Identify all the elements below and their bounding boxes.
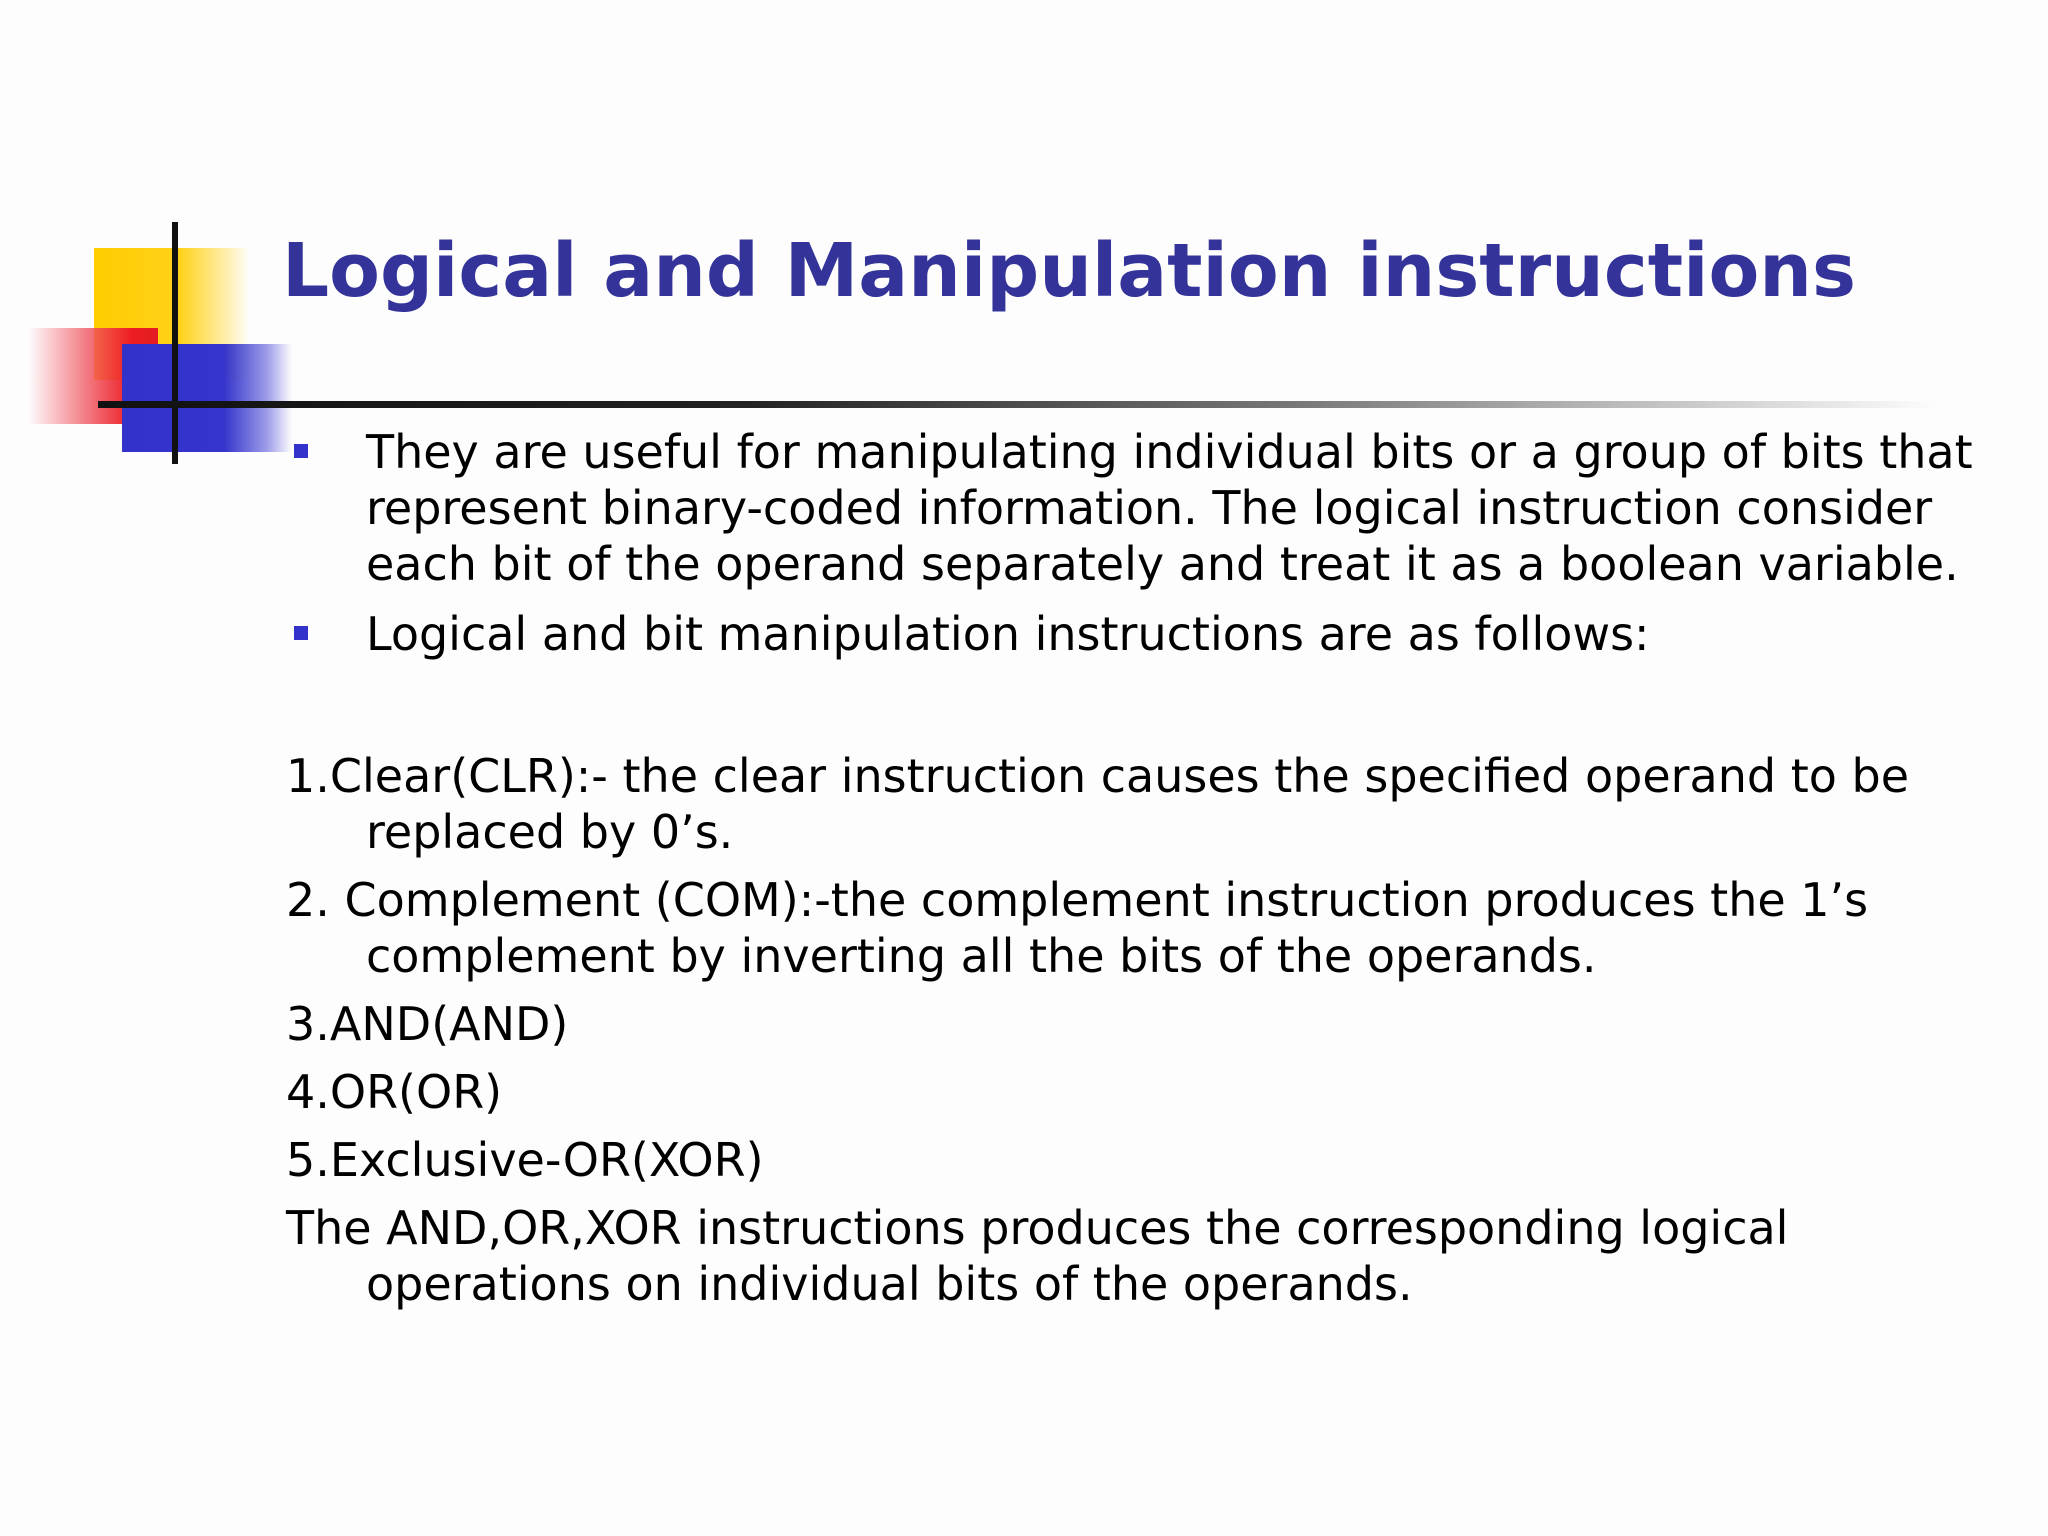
list-item-xor: 5.Exclusive-OR(XOR)	[286, 1133, 764, 1187]
list-item-clear: 1.Clear(CLR):- the clear instruction causes the specified operand to be replaced by 0’s.	[286, 749, 1910, 859]
bullet-item	[286, 424, 1986, 592]
slide-corner-decoration	[0, 0, 320, 480]
list-item-and: 3.AND(AND)	[286, 997, 569, 1051]
decoration-blue-square	[122, 344, 292, 452]
decoration-vertical-line	[172, 222, 178, 464]
list-item-complement: 2. Complement (COM):-the complement instruction produces the 1’s complement by inverting all the bits of the operands.	[286, 873, 1869, 983]
slide-content	[286, 424, 1986, 1324]
bullet-text: They are useful for manipulating individual bits or a group of bits that represent binary-coded information. The logical instruction consider each bit of the operand separately and treat it as a boolean variable.	[366, 425, 1973, 591]
bullet-text: Logical and bit manipulation instructions are as follows:	[366, 607, 1650, 661]
spacer	[286, 676, 1986, 748]
title-underline	[98, 401, 1938, 408]
square-bullet-icon	[294, 444, 308, 458]
bullet-item	[286, 606, 1986, 662]
list-item-summary: The AND,OR,XOR instructions produces the corresponding logical operations on individual bits of the operands.	[286, 1201, 1789, 1311]
square-bullet-icon	[294, 626, 308, 640]
slide-title: Logical and Manipulation instructions	[282, 228, 1857, 314]
list-item-or: 4.OR(OR)	[286, 1065, 503, 1119]
